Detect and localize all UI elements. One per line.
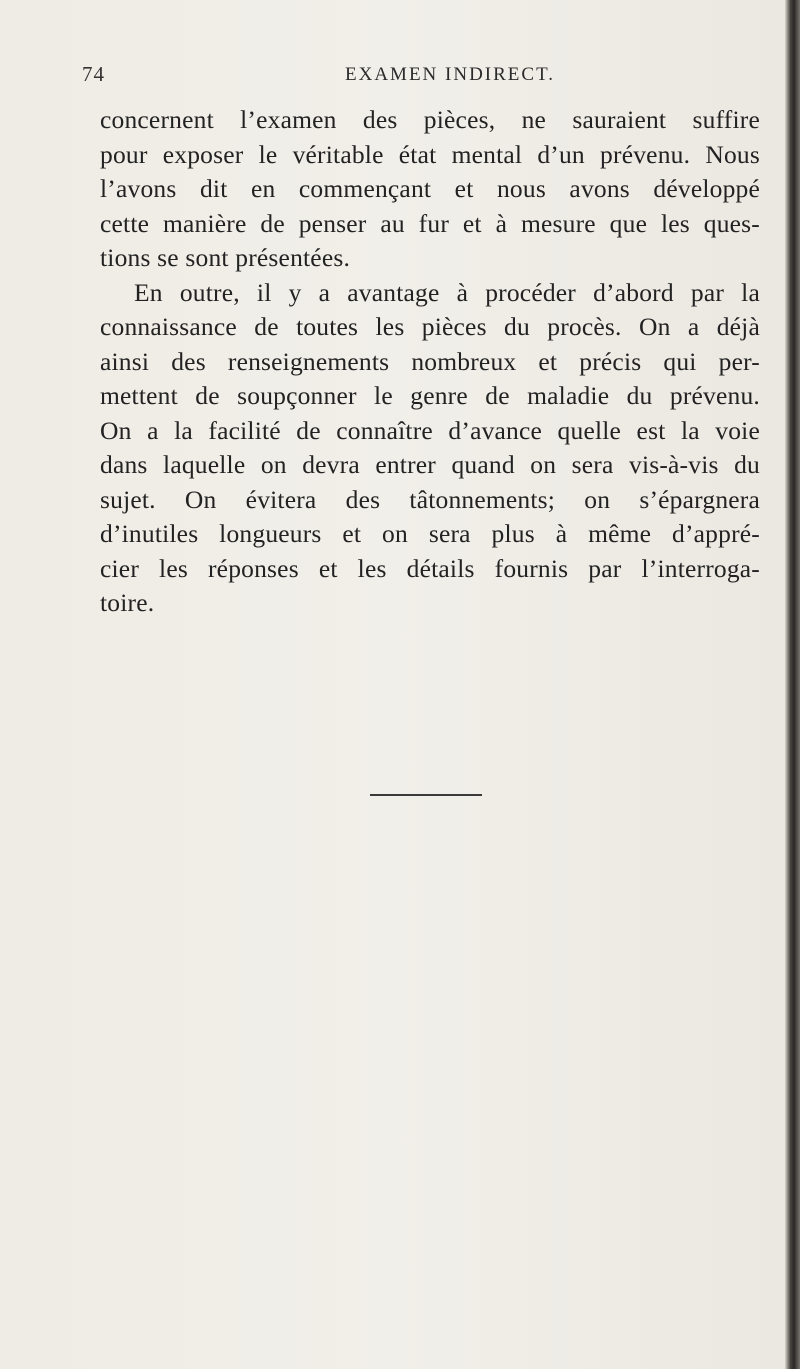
text-line: tions se sont présentées. [100,243,351,272]
page-edge [785,0,800,1369]
text-line: l’avons dit en commençant et nous avons développé [100,174,760,203]
text-line: concernent l’examen des pièces, ne sauraient suffire [100,105,760,134]
page-number: 74 [82,62,105,86]
running-title: EXAMEN INDIRECT. [345,64,556,85]
text-line: pour exposer le véritable état mental d’un prévenu. Nous [100,139,760,169]
text-line: connaissance de toutes les pièces du procès. On a déjà [100,312,760,341]
body-text [100,103,760,621]
text-line: cier les réponses et les détails fournis par l’interroga- [100,553,760,583]
text-line: cette manière de penser au fur et à mesure que les ques- [100,208,760,238]
text-line: toire. [100,588,155,617]
text-line: mettent de soupçonner le genre de maladie du prévenu. [100,381,760,410]
section-divider [370,794,482,796]
text-line: dans laquelle on devra entrer quand on sera vis-à-vis du [100,450,760,479]
text-line: ainsi des renseignements nombreux et précis qui per- [100,346,760,376]
running-head [70,62,770,92]
text-line: d’inutiles longueurs et on sera plus à même d’appré- [100,519,760,548]
text-line: On a la facilité de connaître d’avance quelle est la voie [100,415,760,445]
text-line: sujet. On évitera des tâtonnements; on s’épargnera [100,484,760,514]
text-line: En outre, il y a avantage à procéder d’abord par la [134,277,760,307]
